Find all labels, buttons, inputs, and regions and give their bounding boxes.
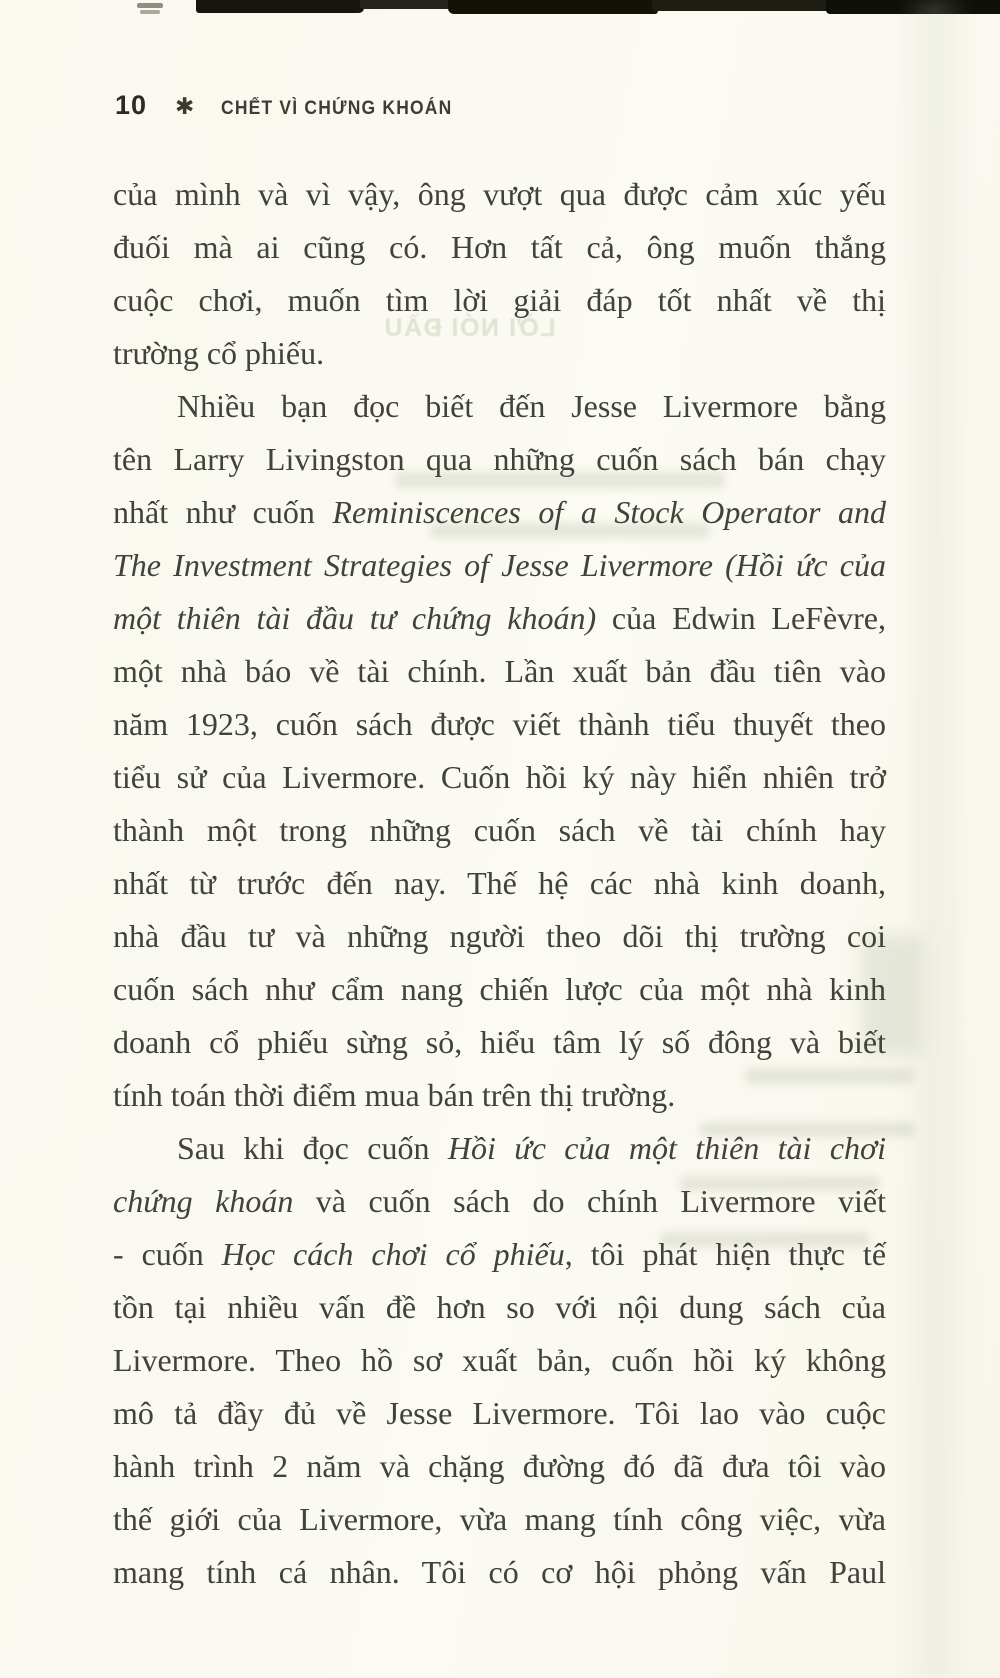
page-gutter-shading [900,0,970,1678]
text-run: một nhà báo về tài chính. Lần xuất bản đầu tiên vào [113,653,886,689]
book-title-italic-run: Hồi ức của một thiên tài chơi [447,1130,886,1166]
text-line [113,1228,886,1281]
text-line [113,592,886,645]
book-title-italic-run: The Investment Strategies of Jesse Livermore (Hồi ức của [113,547,886,583]
text-run: nhà đầu tư và những người theo dõi thị trường coi [113,918,886,954]
text-line [113,804,886,857]
text-line [113,274,886,327]
text-run: - cuốn [113,1236,222,1272]
scan-artifact-segment [360,0,452,9]
text-line [113,433,886,486]
text-line [113,1440,886,1493]
book-title-italic-run: chứng khoán [113,1183,294,1219]
text-line [113,1387,886,1440]
text-line [113,221,886,274]
text-line [113,1334,886,1387]
text-run: mang tính cá nhân. Tôi có cơ hội phỏng vấn Paul [113,1554,886,1590]
flower-asterisk-icon: ✱ [175,93,195,119]
text-line [113,910,886,963]
text-run: Nhiều bạn đọc biết đến Jesse Livermore bằng [177,388,886,424]
text-run: thành một trong những cuốn sách về tài chính hay [113,812,886,848]
scan-artifact-segment [826,0,1000,14]
scan-artifact-segment [448,0,658,14]
scan-artifact-segment [196,0,364,13]
text-line [113,1175,886,1228]
text-run: năm 1923, cuốn sách được viết thành tiểu thuyết theo [113,706,886,742]
text-run: đuối mà ai cũng có. Hơn tất cả, ông muốn thắng [113,229,886,265]
text-run: Livermore. Theo hồ sơ xuất bản, cuốn hồi ký không [113,1342,886,1378]
text-run: của mình và vì vậy, ông vượt qua được cảm xúc yếu [113,176,886,212]
text-line [113,1122,886,1175]
text-run: tên Larry Livingston qua những cuốn sách bán chạy [113,441,886,477]
page-header [115,90,473,121]
text-run: cuốn sách như cẩm nang chiến lược của một nhà kinh [113,971,886,1007]
text-line [113,1281,886,1334]
scan-artifact-dash [137,3,163,8]
text-line [113,486,886,539]
text-run: mô tả đầy đủ về Jesse Livermore. Tôi lao vào cuộc [113,1395,886,1431]
text-line [113,380,886,433]
running-title: CHẾT VÌ CHỨNG KHOÁN [221,98,453,119]
text-run: tồn tại nhiều vấn đề hơn so với nội dung sách của [113,1289,886,1325]
text-run: cuộc chơi, muốn tìm lời giải đáp tốt nhất về thị [113,282,886,318]
book-title-italic-run: Reminiscences of a Stock Operator and [332,494,887,530]
scan-artifact-dash [140,10,160,14]
text-line [113,539,886,592]
text-line [113,698,886,751]
page-number: 10 [115,90,148,120]
bleed-through-text: LỜI NÓI ĐẦU [383,314,556,342]
text-run: doanh cổ phiếu sừng sỏ, hiểu tâm lý số đông và biết [113,1024,886,1060]
text-run: trường cổ phiếu. [113,335,325,371]
text-line [113,963,886,1016]
book-title-italic-run: một thiên tài đầu tư chứng khoán) [113,600,597,636]
text-line [113,1546,886,1599]
text-line [113,1493,886,1546]
scan-artifact-segment [652,0,832,11]
text-line [113,751,886,804]
text-line [113,1069,886,1122]
text-run: hành trình 2 năm và chặng đường đó đã đưa tôi vào [113,1448,886,1484]
text-line [113,857,886,910]
text-run: Sau khi đọc cuốn [177,1130,448,1166]
text-run: của Edwin LeFèvre, [596,600,887,636]
text-line [113,1016,886,1069]
text-run: thế giới của Livermore, vừa mang tính công việc, vừa [113,1501,886,1537]
text-run: nhất như cuốn [113,494,333,530]
text-line [113,645,886,698]
text-run: tiểu sử của Livermore. Cuốn hồi ký này hiển nhiên trở [113,759,886,795]
text-run: tính toán thời điểm mua bán trên thị trường. [113,1077,676,1113]
text-line [113,327,886,380]
text-run: và cuốn sách do chính Livermore viết [293,1183,886,1219]
text-line [113,168,886,221]
book-title-italic-run: Học cách chơi cổ phiếu [221,1236,565,1272]
text-run: , tôi phát hiện thực tế [564,1236,887,1272]
text-run: nhất từ trước đến nay. Thế hệ các nhà kinh doanh, [113,865,886,901]
page-body-text [113,168,886,1599]
